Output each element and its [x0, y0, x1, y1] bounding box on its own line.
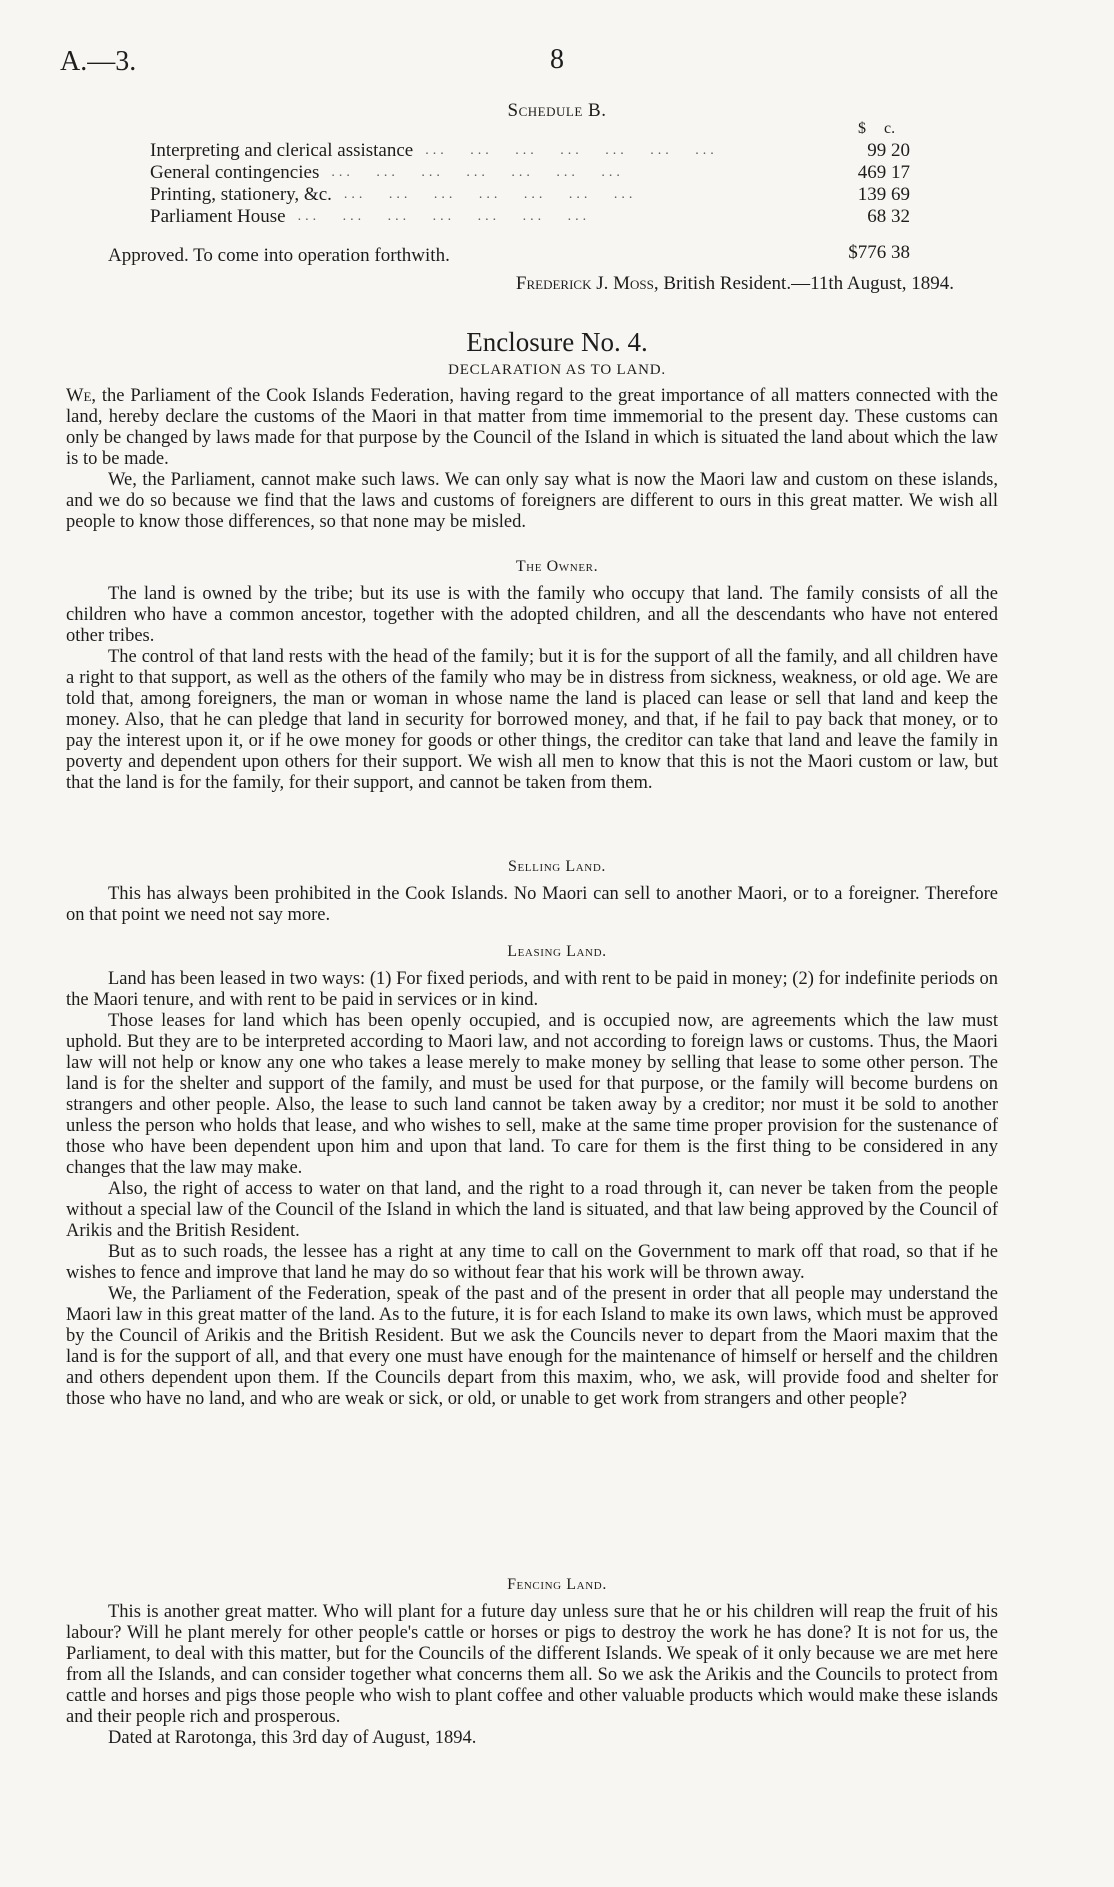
resident-signature — [0, 273, 954, 295]
section-heading-fencing: Fencing Land. — [507, 1576, 607, 1593]
paragraph: The land is owned by the tribe; but its use is with the family who occupy that land. The family consists of all the children who have a common ancestor, together with the adopted children, and all the descendants who have not entered other tribes. — [66, 584, 998, 646]
section-heading-owner: The Owner. — [515, 558, 599, 575]
fencing-section — [66, 1602, 998, 1749]
enclosure-title: Enclosure No. 4. — [466, 327, 648, 357]
leader-dots: ... ... ... ... ... ... ... — [425, 143, 718, 158]
schedule-title: Schedule B. — [507, 100, 607, 121]
schedule-item-label: Interpreting and clerical assistance — [150, 140, 414, 161]
selling-section — [66, 884, 998, 926]
paragraph: This has always been prohibited in the Cook Islands. No Maori can sell to another Maori, or to a foreigner. Therefore on that point we need not say more. — [66, 884, 998, 925]
schedule-item-amount: 68 32 — [867, 206, 910, 227]
schedule-row — [150, 140, 910, 162]
paragraph: The control of that land rests with the head of the family; but it is for the support of all the family, and all children have a right to that support, as well as the others of the family who may be in distress from sickness, weakness, or old age. We are told that, among foreigners, the man or woman in whose name the land is placed can lease or sell that land and keep the money. Also, that he can pledge that land in security for borrowed money, and that, if he fail to pay back that money, or to pay the interest upon it, or if he owe money for goods or other things, the creditor can take that land and leave the family in poverty and dependent upon others for their support. We wish all men to know that this is not the Maori custom or law, but that the land is for the family, for their support, and cannot be taken from them. — [66, 647, 998, 793]
paragraph — [66, 386, 998, 470]
schedule-row — [150, 206, 910, 228]
schedule-item-amount: 469 17 — [857, 162, 910, 183]
schedule-item-amount: 139 69 — [857, 184, 910, 205]
schedule-item-amount: 99 20 — [867, 140, 910, 161]
schedule-item-label: Printing, stationery, &c. — [150, 184, 332, 205]
leasing-section — [66, 969, 998, 1410]
paragraph: Land has been leased in two ways: (1) For fixed periods, and with rent to be paid in money; (2) for indefinite periods on the Maori tenure, and with rent to be paid in services or in kind. — [66, 969, 998, 1010]
section-heading-leasing: Leasing Land. — [507, 943, 607, 960]
leader-dots: ... ... ... ... ... ... ... — [343, 187, 637, 202]
intro-section — [66, 386, 998, 533]
document-reference: A.—3. — [60, 46, 137, 77]
paragraph: But as to such roads, the lessee has a right at any time to call on the Government to mark off that road, so that if he wishes to fence and improve that land he may do so without fear that his work will be thrown away. — [66, 1242, 998, 1283]
schedule-table — [150, 140, 910, 228]
paragraph: Also, the right of access to water on that land, and the right to a road through it, can never be taken from the people without a special law of the Council of the Island in which the land is situated, and that law being approved by the Council of Arikis and the British Resident. — [66, 1179, 998, 1241]
dated-line: Dated at Rarotonga, this 3rd day of August, 1894. — [108, 1728, 477, 1748]
enclosure-subtitle: DECLARATION AS TO LAND. — [448, 362, 666, 378]
leader-dots: ... ... ... ... ... ... ... — [297, 209, 591, 224]
section-heading-selling: Selling Land. — [507, 858, 606, 875]
schedule-row — [150, 162, 910, 184]
currency-header: $ c. — [858, 120, 896, 137]
owner-section — [66, 584, 998, 794]
schedule-row — [150, 184, 910, 206]
paragraph: This is another great matter. Who will plant for a future day unless sure that he or his children will reap the fruit of his labour? Will he plant merely for other people's cattle or horses or pigs to destroy the work he has done? It is not for us, the Parliament, to deal with this matter, but for the Councils of the different Islands. We speak of it only because we are met here from all the Islands, and can consider together what concerns them all. So we ask the Arikis and the Councils to protect from cattle and horses and pigs those people who wish to plant coffee and other valuable products which would make these islands and their people rich and prosperous. — [66, 1602, 998, 1727]
paragraph-lead: We — [66, 386, 92, 406]
schedule-item-label: Parliament House — [150, 206, 286, 227]
paragraph-text: , the Parliament of the Cook Islands Federation, having regard to the great importance of all matters connected with the land, hereby declare the customs of the Maori in that matter from time immemorial to the present day. These customs can only be changed by laws made for that purpose by the Council of the Island in which is situated the land about which the law is to be made. — [66, 386, 998, 469]
paragraph: Those leases for land which has been openly occupied, and is occupied now, are agreements which the law must uphold. But they are to be interpreted according to Maori law, and not according to foreign laws or customs. Thus, the Maori law will not help or know any one who takes a lease merely to make money by selling that lease to some other person. The land is for the shelter and support of the family, and must be used for that purpose, or the family will become burdens on strangers and other people. Also, the lease to such land cannot be taken away by a creditor; nor must it be sold to another unless the person who holds that lease, and who wishes to sell, make at the same time proper provision for the sustenance of those who have been dependent upon him and upon that land. To care for them is the first thing to be considered in any changes that the law may make. — [66, 1011, 998, 1178]
signature-name: Frederick J. Moss — [515, 273, 654, 294]
signature-details: , British Resident.—11th August, 1894. — [653, 273, 954, 294]
paragraph: We, the Parliament of the Federation, speak of the past and of the present in order that all people may understand the Maori law in this great matter of the land. As to the future, it is for each Island to make its own laws, which must be approved by the Council of Arikis and the British Resident. But we ask the Councils never to depart from the Maori maxim that the land is for the support of all, and that every one must have enough for the maintenance of himself or herself and the children and others dependent upon them. If the Councils depart from this maxim, who, we ask, will provide food and shelter for those who have no land, and who are weak or sick, or old, or unable to get work from strangers and other people? — [66, 1284, 998, 1409]
paragraph: We, the Parliament, cannot make such laws. We can only say what is now the Maori law and custom on these islands, and we do so because we find that the laws and customs of foreigners are different to ours in this great matter. We wish all people to know those differences, so that none may be misled. — [66, 470, 998, 532]
schedule-total: $776 38 — [848, 242, 910, 263]
schedule-item-label: General contingencies — [150, 162, 320, 183]
page-number: 8 — [550, 44, 564, 75]
approval-note: Approved. To come into operation forthwith. — [108, 245, 450, 266]
leader-dots: ... ... ... ... ... ... ... — [331, 165, 624, 180]
